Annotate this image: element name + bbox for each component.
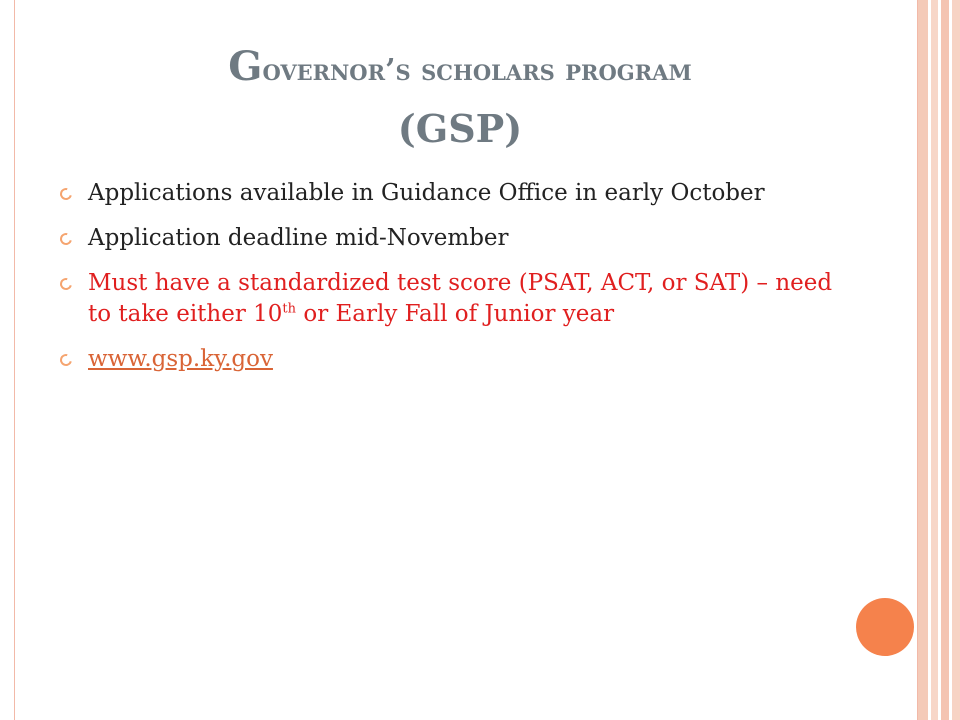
bullet-item xyxy=(60,223,850,254)
bullet-item xyxy=(60,178,850,209)
bullet-item-link xyxy=(60,344,850,375)
title-word-1: overnor xyxy=(262,53,386,88)
ordinal-superscript: th xyxy=(282,301,297,317)
bullet-item-emphasis xyxy=(60,268,850,330)
bullet-text-after: or Early Fall of Junior year xyxy=(296,301,615,327)
bullet-list xyxy=(60,178,850,389)
bullet-icon xyxy=(58,231,74,247)
decorative-accent-circle xyxy=(856,598,914,656)
gsp-website-link[interactable]: www.gsp.ky.gov xyxy=(88,346,273,372)
slide-title xyxy=(40,38,880,158)
title-initial: G xyxy=(228,43,263,90)
bullet-icon xyxy=(58,276,74,292)
bullet-icon xyxy=(58,186,74,202)
title-words-2: s scholars program xyxy=(395,53,692,88)
bullet-text: Application deadline mid-November xyxy=(88,225,509,251)
bullet-icon xyxy=(58,352,74,368)
title-line-2: (GSP) xyxy=(397,106,523,151)
decorative-side-stripes xyxy=(918,0,960,720)
title-apostrophe: ’ xyxy=(385,53,396,88)
bullet-text-before: Must have a standardized test score (PSAT, ACT, or SAT) – need to take either 10 xyxy=(88,270,833,327)
bullet-text: Applications available in Guidance Office in early October xyxy=(88,180,765,206)
